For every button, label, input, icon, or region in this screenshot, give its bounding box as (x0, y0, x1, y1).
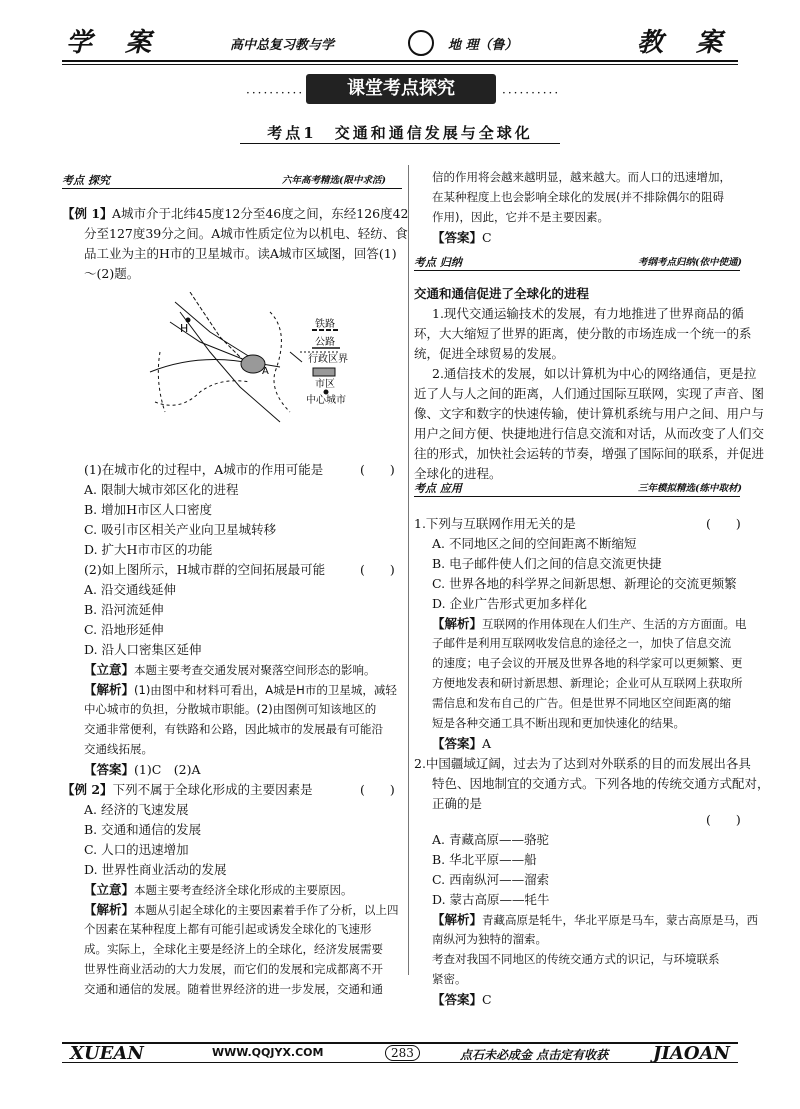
jiexi-text: 方便地发表和研讨新思想、新理论；企业可从互联网上获取所 (432, 676, 743, 690)
example1-line: A城市介于北纬45度12分至46度之间，东经126度42 (112, 206, 409, 221)
option: C. 世界各地的科学界之间新思想、新理论的交流更频繁 (432, 576, 737, 591)
question1-stem: (1)在城市化的过程中，A城市的作用可能是 (84, 462, 324, 477)
daan-label: 【答案】 (84, 762, 135, 777)
legend-road: 公路 (315, 337, 335, 348)
daan-label: 【答案】 (432, 230, 483, 245)
option: D. 蒙古高原——牦牛 (432, 892, 550, 907)
example1-line: 分至127度39分之间。A城市性质定位为以机电、轻纺、食 (84, 226, 408, 241)
jiexi-text: 互联网的作用体现在人们生产、生活的方方面面。电 (482, 617, 747, 631)
lizhi-label: 【立意】 (84, 882, 135, 897)
page-number: 283 (385, 1045, 420, 1061)
option: C. 吸引市区相关产业向卫星城转移 (84, 522, 277, 537)
jiexi-text: 个因素在某种程度上都有可能引起或诱发全球化的飞速形 (84, 922, 372, 936)
banner-dots-right: ·········· (502, 86, 561, 100)
para2-line: 用户之间方便、快捷地进行信息交流和对话，从而改变了人们交 (414, 426, 765, 441)
jiexi-cont: 在某种程度上也会影响全球化的发展(并不排除偶尔的阻碍 (432, 190, 724, 204)
map-label-h: H (180, 322, 189, 335)
map-boundary (158, 352, 165, 412)
header-subject: 地 理（鲁） (448, 38, 518, 53)
legend-urban: 市区 (315, 379, 335, 390)
question4-stem: 特色、因地制宜的交通方式。下列各地的传统交通方式配对， (432, 776, 770, 791)
daan-label: 【答案】 (432, 736, 483, 751)
section-bar (414, 270, 740, 271)
answer-paren: ( ) (360, 782, 395, 797)
question3-stem: 1.下列与互联网作用无关的是 (414, 516, 576, 531)
section-right-label: 三年模拟精选(练中取材) (638, 483, 742, 494)
option: A. 限制大城市郊区化的进程 (84, 482, 239, 497)
map-boundary (155, 381, 250, 406)
jiexi-label: 【解析】 (432, 616, 483, 631)
jiexi-text: 青藏高原是牦牛，华北平原是马车，蒙古高原是马，西 (482, 913, 759, 927)
kaodian-title: 考点1 交通和通信发展与全球化 (267, 124, 533, 142)
daan-text: A (482, 736, 492, 751)
legend-railway: 铁路 (315, 319, 335, 330)
option: B. 华北平原——船 (432, 852, 537, 867)
option: B. 电子邮件使人们之间的信息交流更快捷 (432, 556, 662, 571)
map-road (150, 360, 255, 373)
question4-stem: 正确的是 (432, 796, 483, 811)
section-tag-tanjiu: 考点 探究 (62, 174, 110, 187)
option: D. 扩大H市市区的功能 (84, 542, 213, 557)
jiexi-text: 的速度；电子会议的开展及世界各地的科学家可以更频繁、更 (432, 656, 743, 670)
city-map (140, 292, 370, 432)
jiexi-text: 交通和通信的发展。随着世界经济的进一步发展，交通和通 (84, 982, 383, 996)
map-railway (190, 292, 245, 362)
lizhi-label: 【立意】 (84, 662, 135, 677)
para1-line: 1.现代交通运输技术的发展，有力地推进了世界商品的循 (432, 306, 744, 321)
note-text: 考查对我国不同地区的传统交通方式的识记，与环境联系 (432, 952, 720, 966)
option: A. 经济的飞速发展 (84, 802, 189, 817)
para2-line: 近了人与人之间的距离，人们通过国际互联网，实现了声音、图 (414, 386, 765, 401)
example1-label (62, 204, 113, 224)
jiexi-cont: 信的作用将会越来越明显，越来越大。而人口的迅速增加， (432, 170, 731, 184)
header-rule (62, 60, 738, 62)
answer-paren: ( ) (360, 462, 395, 477)
jiexi-label: 【解析】 (84, 682, 135, 697)
option: D. 企业广告形式更加多样化 (432, 596, 588, 611)
example1-line: ～(2)题。 (84, 266, 140, 281)
question4-stem: 2.中国疆域辽阔，过去为了达到对外联系的目的而发展出各具 (414, 756, 751, 771)
lizhi-text: 本题主要考查交通发展对聚落空间形态的影响。 (134, 663, 376, 677)
section-right-label: 考纲考点归纳(依中使通) (638, 257, 742, 268)
logo-icon (408, 30, 434, 56)
section-tag-guina: 考点 归纳 (414, 256, 462, 269)
banner-title: 课堂考点探究 (306, 74, 496, 104)
option: D. 沿人口密集区延伸 (84, 642, 202, 657)
column-divider (408, 165, 409, 975)
banner-dots-left: ·········· (246, 86, 305, 100)
jiexi-text: 需信息和发布自己的广告。但是世界不同地区空间距离的缩 (432, 696, 731, 710)
para2-line: 2.通信技术的发展，如以计算机为中心的网络通信，更是拉 (432, 366, 757, 381)
footer-rule (62, 1042, 738, 1044)
answer-paren: ( ) (706, 812, 741, 827)
daan-text: C (482, 230, 492, 245)
footer-jiaoan: JIAOAN (652, 1043, 730, 1064)
option: B. 交通和通信的发展 (84, 822, 202, 837)
option: C. 沿地形延伸 (84, 622, 164, 637)
option: C. 人口的迅速增加 (84, 842, 189, 857)
footer-xuean: XUEAN (70, 1043, 144, 1064)
daan-text: C (482, 992, 492, 1007)
option: B. 沿河流延伸 (84, 602, 164, 617)
kaodian-underline (240, 143, 560, 144)
answer-paren: ( ) (706, 516, 741, 531)
legend-urban-swatch (313, 368, 335, 376)
legend-boundary: 行政区界 (308, 354, 348, 365)
map-label-a: A (262, 366, 269, 377)
jiexi-text: 短是各种交通工具不断出现和更加快速化的结果。 (432, 716, 685, 730)
section-bar (414, 496, 740, 497)
question2-stem: (2)如上图所示，H城市群的空间拓展最可能 (84, 562, 326, 577)
example-label: 【例 1】 (62, 206, 113, 221)
footer-motto: 点石未必成金 点击定有收获 (460, 1048, 609, 1062)
option: B. 增加H市区人口密度 (84, 502, 213, 517)
example2-label: 【例 2】 (62, 782, 113, 797)
option: A. 不同地区之间的空间距离不断缩短 (432, 536, 637, 551)
para1-line: 环，大大缩短了世界的距离，使分散的市场连成一个统一的系 (414, 326, 752, 341)
para2-line: 像、文字和数字的快速传输，使计算机系统与用户之间、用户与 (414, 406, 765, 421)
header-series: 高中总复习教与学 (230, 38, 335, 53)
jiexi-label: 【解析】 (432, 912, 483, 927)
header-rule-thin (62, 64, 738, 65)
option: D. 世界性商业活动的发展 (84, 862, 227, 877)
jiexi-text: 交通非常便利，有铁路和公路，因此城市的发展最有可能沿 (84, 722, 383, 736)
para2-line: 往的形式，加快社会运转的节奏，增强了国际间的联系，并促进 (414, 446, 765, 461)
answer-paren: ( ) (360, 562, 395, 577)
section-right-label: 六年高考精选(限中求活) (282, 175, 386, 186)
para2-line: 全球化的进程。 (414, 466, 502, 481)
jiexi-text: (1)由图中和材料可看出，A城是H市的卫星城，减轻 (134, 683, 397, 697)
legend-center-dot (324, 390, 329, 395)
section-bar (62, 188, 402, 189)
subheading: 交通和通信促进了全球化的进程 (414, 286, 590, 301)
footer-url: WWW.QQJYX.COM (212, 1046, 324, 1059)
footer-rule-thin (62, 1062, 738, 1063)
jiexi-text: 中心城市的负担，分散城市职能。(2)由图例可知该地区的 (84, 702, 377, 716)
jiexi-label: 【解析】 (84, 902, 135, 917)
option: A. 青藏高原——骆驼 (432, 832, 549, 847)
option: C. 西南纵河——溜索 (432, 872, 550, 887)
lizhi-text: 本题主要考查经济全球化形成的主要原因。 (134, 883, 353, 897)
note-text: 紧密。 (432, 972, 467, 986)
example2-stem: 下列不属于全球化形成的主要因素是 (112, 782, 313, 797)
para1-line: 统，促进全球贸易的发展。 (414, 346, 565, 361)
legend-center: 中心城市 (306, 395, 346, 406)
header-jiaoan: 教 案 (636, 28, 734, 58)
option: A. 沿交通线延伸 (84, 582, 176, 597)
jiexi-text: 成。实际上，全球化主要是经济上的全球化，经济发展需要 (84, 942, 383, 956)
daan-label: 【答案】 (432, 992, 483, 1007)
daan-text: (1)C (2)A (134, 762, 201, 777)
jiexi-text: 世界性商业活动的大力发展，而它们的发展和完成都离不开 (84, 962, 383, 976)
jiexi-text: 本题从引起全球化的主要因素着手作了分析，以上四 (134, 903, 399, 917)
jiexi-text: 子邮件是利用互联网收发信息的途径之一，加快了信息交流 (432, 636, 731, 650)
example1-line: 品工业为主的H市的卫星城市。读A城市区域图，回答(1) (84, 246, 397, 261)
map-boundary (270, 312, 290, 412)
jiexi-text: 南纵河为独特的溜索。 (432, 932, 547, 946)
section-tag-yingyong: 考点 应用 (414, 482, 462, 495)
map-road (290, 352, 302, 362)
jiexi-text: 交通线拓展。 (84, 742, 153, 756)
header-xuean: 学 案 (66, 28, 164, 58)
jiexi-cont: 作用)，因此，它并不是主要因素。 (432, 210, 609, 224)
